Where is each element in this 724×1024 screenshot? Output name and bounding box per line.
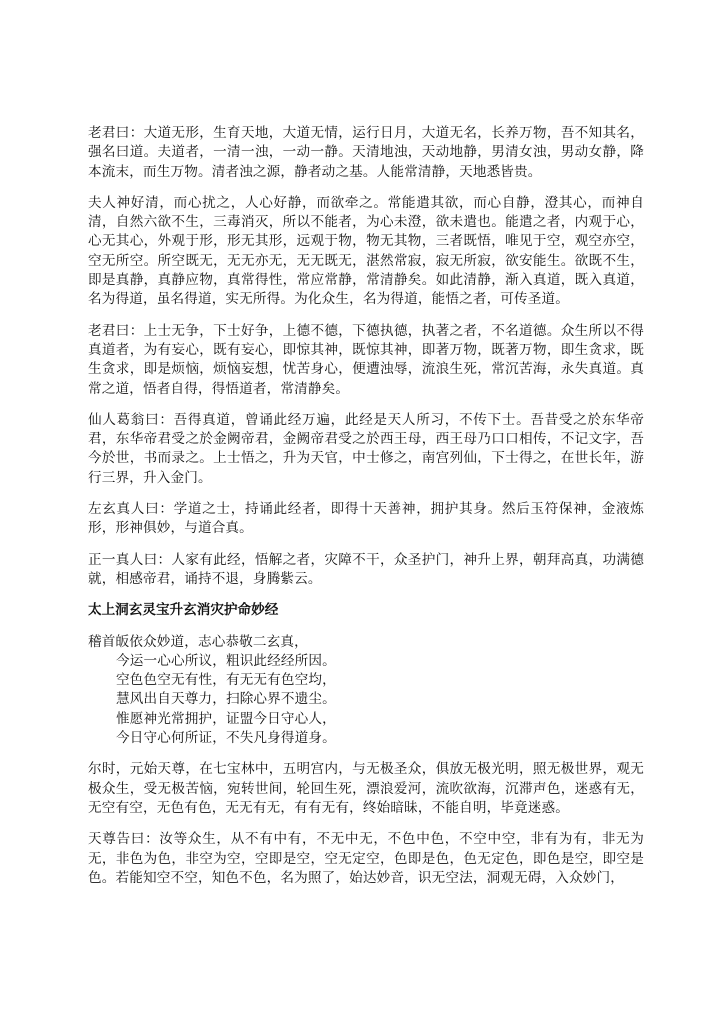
paragraph-zuoxuan: 左玄真人曰：学道之士，持诵此经者，即得十天善神，拥护其身。然后玉符保神，金液炼形，形神俱妙，与道合真。 <box>88 501 644 537</box>
verse-line: 稽首皈依众妙道，志心恭敬二玄真， <box>88 633 308 650</box>
verse-line: 空色色空无有性，有无无有色空均， <box>116 672 336 689</box>
paragraph-geweng: 仙人葛翁曰：吾得真道，曾诵此经万遍，此经是天人所习，不传下士。吾昔受之於东华帝君，东华帝君受之於金阙帝君，金阙帝君受之於西王母，西王母乃口口相传，不记文字，吾今於世，书而录之。上士悟之，升为天官，中士修之，南宫列仙，下士得之，在世长年，游行三界，升入金门。 <box>88 411 644 486</box>
paragraph-zhengyi: 正一真人曰：人家有此经，悟解之者，灾障不干，众圣护门，神升上界，朝拜高真，功满德就，相感帝君，诵持不退，身腾紫云。 <box>88 551 644 587</box>
section-heading: 太上洞玄灵宝升玄消灾护命妙经 <box>88 602 279 619</box>
paragraph-ershi: 尔时，元始天尊，在七宝林中，五明宫内，与无极圣众，俱放无极光明，照无极世界，观无极众生，受无极苦恼，宛转世间，轮回生死，漂浪爱河，流吹欲海，沉滞声色，迷惑有无，无空有空，无色有色，无无有无，有有无有，终始暗昧，不能自明，毕竟迷惑。 <box>88 761 644 816</box>
verse-line: 慧风出自天尊力，扫除心界不遗尘。 <box>116 691 336 708</box>
paragraph-laojun-2: 老君曰：上士无争，下士好争，上德不德，下德执德，执著之者，不名道德。众生所以不得真道者，为有妄心，既有妄心，即惊其神，既惊其神，即著万物，既著万物，即生贪求，既生贪求，即是烦恼，烦恼妄想，忧苦身心，便遭浊辱，流浪生死，常沉苦海，永失真道。真常之道，悟者自得，得悟道者，常清静矣。 <box>88 322 644 397</box>
verse-line: 今日守心何所证，不失凡身得道身。 <box>116 730 336 747</box>
verse-line: 今运一心心所议，粗识此经经所因。 <box>116 652 336 669</box>
paragraph-laojun-1: 老君曰：大道无形，生育天地，大道无情，运行日月，大道无名，长养万物，吾不知其名，强名曰道。夫道者，一清一浊，一动一静。天清地浊，天动地静，男清女浊，男动女静，降本流末，而生万物。清者浊之源，静者动之基。人能常清静，天地悉皆贵。 <box>88 125 644 180</box>
paragraph-tianzun: 天尊告曰：汝等众生，从不有中有，不无中无，不色中色，不空中空，非有为有，非无为无，非色为色，非空为空，空即是空，空无定空，色即是色，色无定色，即色是空，即空是色。若能知空不空，知色不色，名为照了，始达妙音，识无空法，洞观无碍，入众妙门， <box>88 831 644 886</box>
paragraph-furen: 夫人神好清，而心扰之，人心好静，而欲牵之。常能遣其欲，而心自静，澄其心，而神自清，自然六欲不生，三毒消灭，所以不能者，为心未澄，欲未遣也。能遣之者，内观于心，心无其心，外观于形，形无其形，远观于物，物无其物，三者既悟，唯见于空，观空亦空，空无所空。所空既无，无无亦无，无无既无，湛然常寂，寂无所寂，欲安能生。欲既不生，即是真静，真静应物，真常得性，常应常静，常清静矣。如此清静，渐入真道，既入真道，名为得道，虽名得道，实无所得。为化众生，名为得道，能悟之者，可传圣道。 <box>88 194 644 308</box>
verse-block <box>88 633 644 749</box>
verse-line: 惟愿神光常拥护，证盟今日守心人， <box>116 710 336 727</box>
document-page <box>88 124 644 900</box>
